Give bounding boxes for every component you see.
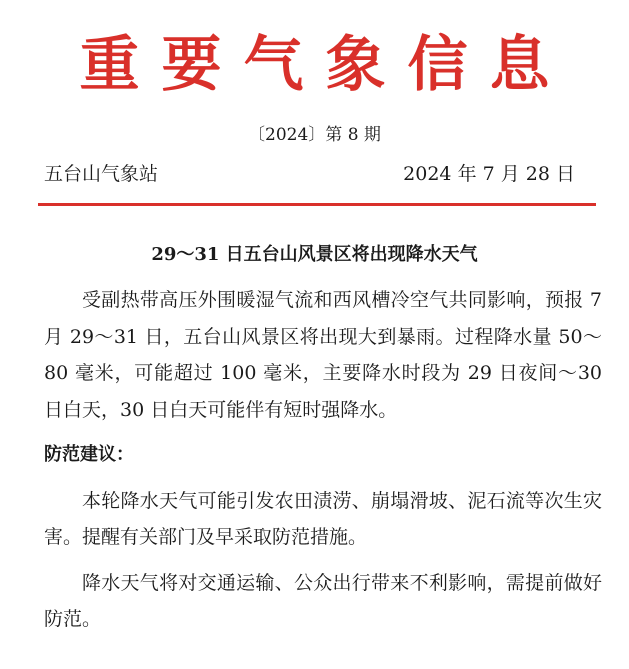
issue-date: 2024 年 7 月 28 日	[403, 163, 575, 185]
bulletin-body	[44, 282, 602, 638]
forecast-paragraph: 受副热带高压外围暖湿气流和西风槽冷空气共同影响，预报 7 月 29～31 日，五台山风景区将出现大到暴雨。过程降水量 50～80 毫米，可能超过 100 毫米，主要降水时段为 29 日夜间～30 日白天，30 日白天可能伴有短时强降水。	[44, 289, 602, 421]
advice-paragraph-2: 降水天气将对交通运输、公众出行带来不利影响，需提前做好防范。	[44, 571, 602, 630]
masthead-title: 重要气象信息	[79, 30, 572, 100]
issuing-station: 五台山气象站	[44, 163, 159, 185]
red-divider	[38, 203, 596, 206]
issue-number: 〔2024〕第 8 期	[248, 125, 381, 145]
advice-heading: 防范建议：	[44, 444, 134, 465]
bulletin-headline: 29～31 日五台山风景区将出现降水天气	[151, 244, 478, 265]
advice-paragraph-1: 本轮降水天气可能引发农田渍涝、崩塌滑坡、泥石流等次生灾害。提醒有关部门及早采取防范措施。	[44, 489, 602, 548]
